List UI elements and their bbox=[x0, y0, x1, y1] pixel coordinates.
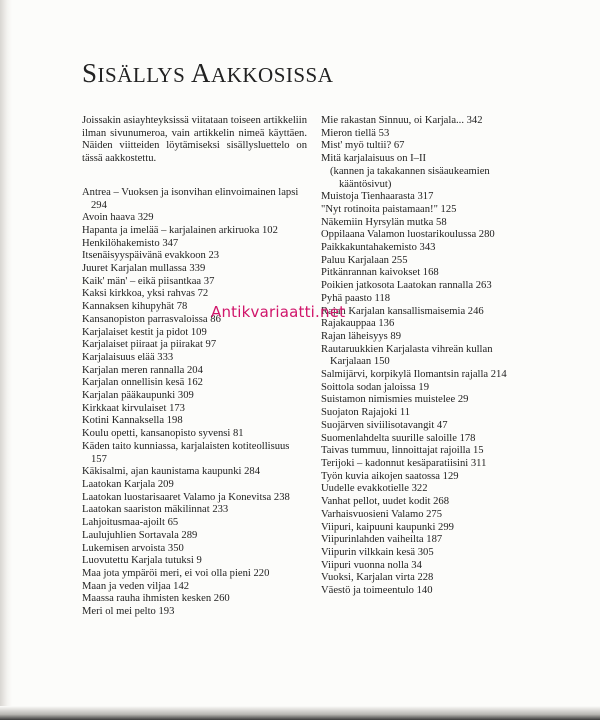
index-entry: Karjalan pääkaupunki 309 bbox=[82, 390, 194, 402]
index-entry: Suistamon nimismies muistelee 29 bbox=[321, 394, 469, 406]
index-entry: Karjalan meren rannalla 204 bbox=[82, 364, 203, 376]
title-word-rest-2: AKKOSISSA bbox=[211, 63, 334, 87]
index-entry: Kansanopiston parrasvaloissa 86 bbox=[82, 313, 221, 325]
index-entry: Suojärven siviilisotavangit 47 bbox=[321, 419, 448, 431]
index-entry: Karjalan onnellisin kesä 162 bbox=[82, 377, 203, 389]
index-entry: Hapanta ja imelää – karjalainen arkiruoka 102 bbox=[82, 224, 278, 236]
index-entry: Avoin haava 329 bbox=[82, 212, 154, 224]
index-entry: Kotini Kannaksella 198 bbox=[82, 415, 183, 427]
index-entry: Oppilaana Valamon luostarikoulussa 280 bbox=[321, 229, 495, 241]
right-column bbox=[321, 115, 526, 598]
index-entry: Antrea – Vuoksen ja isonvihan elinvoimainen lapsi 294 bbox=[82, 186, 299, 211]
index-entry: Soittola sodan jaloissa 19 bbox=[321, 381, 429, 393]
index-entry: Terijoki – kadonnut kesäparatiisini 311 bbox=[321, 457, 487, 469]
index-entry: Rajan läheisyys 89 bbox=[321, 330, 402, 342]
index-entry: Uudelle evakkotielle 322 bbox=[321, 483, 428, 495]
index-entry: Mie rakastan Sinnuu, oi Karjala... 342 bbox=[321, 115, 483, 126]
index-entry: Itsenäisyyspäivänä evakkoon 23 bbox=[82, 250, 220, 262]
index-entry: Karjalaisuus elää 333 bbox=[82, 351, 174, 363]
index-entry: Käkisalmi, ajan kaunistama kaupunki 284 bbox=[82, 466, 260, 478]
left-column bbox=[82, 115, 307, 619]
index-entry: Mist' myö tultii? 67 bbox=[321, 140, 405, 152]
right-entry-list bbox=[321, 115, 526, 598]
title-initial: S bbox=[82, 58, 98, 88]
index-entry: Henkilöhakemisto 347 bbox=[82, 237, 179, 249]
index-entry: Vuoksi, Karjalan virta 228 bbox=[321, 572, 434, 584]
index-entry: Taivas tummuu, linnoittajat rajoilla 15 bbox=[321, 445, 484, 457]
index-entry: Mieron tiellä 53 bbox=[321, 127, 390, 139]
index-entry: Viipuri, kaipuuni kaupunki 299 bbox=[321, 521, 454, 533]
title-initial-2: A bbox=[191, 58, 212, 88]
index-entry: Maan ja veden viljaa 142 bbox=[82, 580, 190, 592]
index-entry: Näkemiin Hyrsylän mutka 58 bbox=[321, 216, 447, 228]
index-entry: Kirkkaat kirvulaiset 173 bbox=[82, 402, 185, 414]
index-entry: Laulujuhlien Sortavala 289 bbox=[82, 529, 198, 541]
index-entry: Laatokan Karjala 209 bbox=[82, 478, 174, 490]
index-entry: Salmijärvi, korpikylä Ilomantsin rajalla 214 bbox=[321, 369, 507, 381]
index-entry: Vanhat pellot, uudet kodit 268 bbox=[321, 496, 449, 508]
index-entry: Viipurin vilkkain kesä 305 bbox=[321, 546, 434, 558]
index-entry: Maassa rauha ihmisten kesken 260 bbox=[82, 593, 230, 605]
index-entry: Pitkänrannan kaivokset 168 bbox=[321, 267, 439, 279]
index-entry: Karjalaiset piiraat ja piirakat 97 bbox=[82, 339, 217, 351]
index-entry: Paluu Karjalaan 255 bbox=[321, 254, 408, 266]
index-entry: Varhaisvuosieni Valamo 275 bbox=[321, 508, 443, 520]
index-entry: "Nyt rotinoita paistamaan!" 125 bbox=[321, 203, 457, 215]
index-entry: Muistoja Tienhaarasta 317 bbox=[321, 191, 434, 203]
index-entry: Luovutettu Karjala tutuksi 9 bbox=[82, 555, 202, 567]
index-entry: Kaik' män' – eikä piisantkaa 37 bbox=[82, 275, 215, 287]
index-entry: Suojaton Rajajoki 11 bbox=[321, 407, 411, 419]
index-entry: Kaksi kirkkoa, yksi rahvas 72 bbox=[82, 288, 209, 300]
index-entry: Suomenlahdelta suurille saloille 178 bbox=[321, 432, 476, 444]
page-bottom-edge bbox=[0, 706, 600, 720]
index-entry: Poikien jatkosota Laatokan rannalla 263 bbox=[321, 280, 492, 292]
page-title bbox=[82, 58, 333, 89]
index-entry: Meri ol mei pelto 193 bbox=[82, 606, 175, 618]
index-entry: Lahjoitusmaa-ajoilt 65 bbox=[82, 517, 179, 529]
book-gutter-shadow bbox=[0, 0, 12, 720]
index-entry: Koulu opetti, kansanopisto syvensi 81 bbox=[82, 428, 244, 440]
index-entry: Väestö ja toimeentulo 140 bbox=[321, 585, 433, 597]
index-entry: Työn kuvia aikojen saatossa 129 bbox=[321, 470, 459, 482]
index-entry: Rajakauppaa 136 bbox=[321, 318, 395, 330]
index-entry: Paikkakuntahakemisto 343 bbox=[321, 242, 436, 254]
index-entry: Lukemisen arvoista 350 bbox=[82, 542, 184, 554]
index-entry: Rajan Karjalan kansallismaisemia 246 bbox=[321, 305, 484, 317]
left-entry-list bbox=[82, 187, 307, 619]
intro-paragraph: Joissakin asiayhteyksissä viitataan toiseen artikkeliin ilman sivunumeroa, vain artikkelin nimeä käyttäen. Näiden viitteiden löytämiseksi sisällysluettelo on tässä aakkostettu. bbox=[82, 115, 307, 165]
index-entry: Pyhä paasto 118 bbox=[321, 292, 391, 304]
index-entry: Juuret Karjalan mullassa 339 bbox=[82, 263, 206, 275]
watermark-text: Antikvariaatti.net bbox=[211, 303, 346, 321]
index-entry: Viipuri vuonna nolla 34 bbox=[321, 559, 422, 571]
title-word-rest: ISÄLLYS bbox=[97, 63, 186, 87]
index-entry: Laatokan luostarisaaret Valamo ja Konevitsa 238 bbox=[82, 491, 290, 503]
index-entry: (kannen ja takakannen sisäaukeamien kääntösivut) bbox=[330, 165, 490, 190]
index-entry: Käden taito kunniassa, karjalaisten kotiteollisuus 157 bbox=[82, 440, 290, 465]
index-entry: Laatokan saariston mäkilinnat 233 bbox=[82, 504, 229, 516]
index-entry: Mitä karjalaisuus on I–II bbox=[321, 153, 427, 165]
index-entry: Maa jota ympäröi meri, ei voi olla pieni 220 bbox=[82, 567, 270, 579]
index-entry: Kannaksen kihupyhät 78 bbox=[82, 301, 188, 313]
index-entry: Viipurinlahden vaiheilta 187 bbox=[321, 534, 443, 546]
index-entry: Rautaruukkien Karjalasta vihreän kullan Karjalaan 150 bbox=[321, 343, 493, 368]
index-entry: Karjalaiset kestit ja pidot 109 bbox=[82, 326, 207, 338]
